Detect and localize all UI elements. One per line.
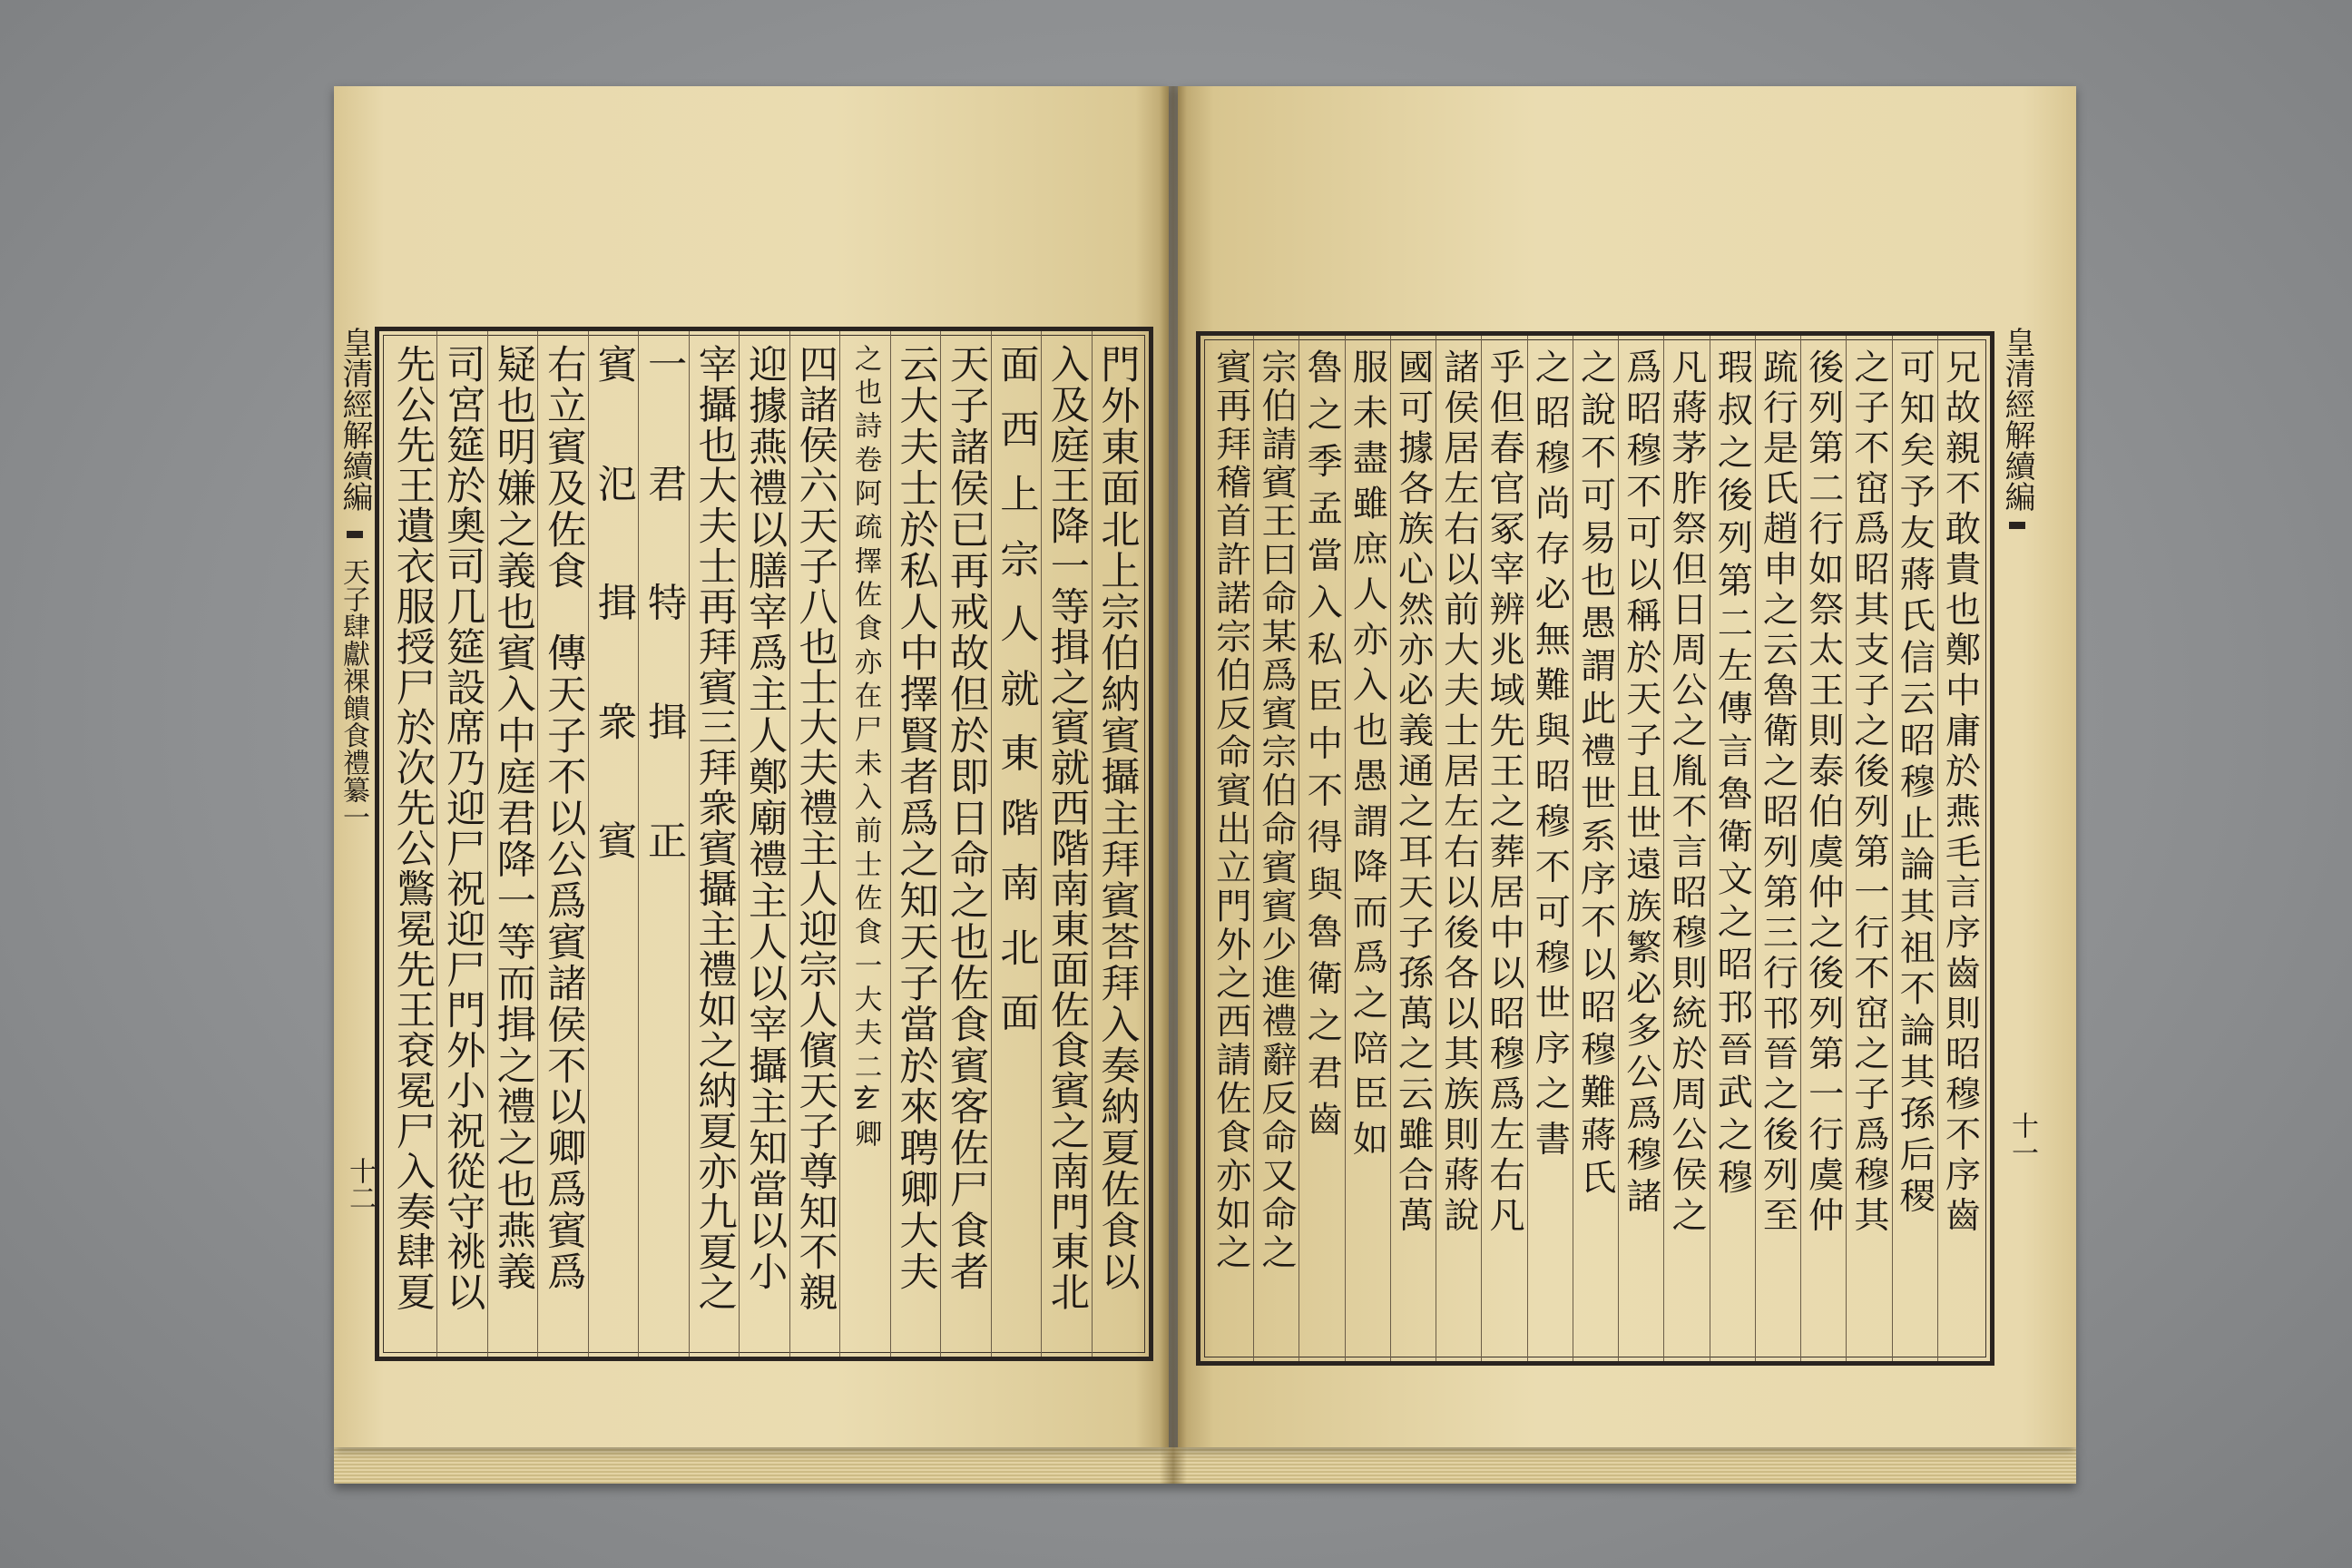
text-column: 迎據燕禮以膳宰爲主人鄭廟禮主人以宰攝主知當以小 (741, 344, 788, 1293)
fishtail-mark (347, 531, 363, 538)
column-rule (1041, 331, 1042, 1357)
column-rule (940, 331, 941, 1357)
column-rule (1846, 336, 1847, 1361)
text-column: 之也詩卷阿疏擇佐食亦在尸未入前士佐食一大夫二𤣥卿 (849, 344, 882, 1153)
text-column: 賓再拜稽首許諾宗伯反命賓出立門外之西請佐食亦如之 (1210, 348, 1251, 1273)
column-rule (739, 331, 740, 1357)
column-rule (537, 331, 538, 1357)
column-rule (1937, 336, 1938, 1361)
text-column: 先公先王遺衣服授尸於次先公鷩冕先王袞冕尸入奏肆夏 (389, 344, 436, 1313)
text-column: 兄故親不敢貴也鄭中庸於燕毛言序齒則昭穆不序齒 (1939, 348, 1981, 1237)
column-rule (436, 331, 437, 1357)
column-rule (839, 331, 840, 1357)
column-rule (487, 331, 488, 1357)
column-rule (991, 331, 992, 1357)
text-column: 之昭穆尚存必無難與昭穆不可穆世序之書 (1529, 348, 1571, 1166)
column-rule (1755, 336, 1756, 1361)
text-column: 可知矣予友蔣氏信云昭穆止論其祖不論其孫后稷 (1894, 348, 1936, 1220)
text-column: 爲昭穆不可以稱於天子且世遠族繁必多公爲穆諸 (1620, 348, 1661, 1220)
left-margin-chapter: 天子肆獻祼饋食禮纂一 (338, 558, 369, 830)
column-rule (1092, 331, 1093, 1357)
text-column: 云大夫士於私人中擇賢者爲之知天子當於來聘卿大夫 (893, 344, 939, 1293)
text-column: 天子諸侯已再戒故但於即日命之也佐食賓客佐尸食者 (943, 344, 989, 1293)
text-column: 凡蔣茅胙祭但日周公之胤不言昭穆則統於周公侯之 (1666, 348, 1708, 1237)
column-rule (1481, 336, 1482, 1361)
column-rule (789, 331, 790, 1357)
text-column: 瑕叔之後列第二左傳言魯衛文之昭邘晉武之穆 (1711, 348, 1753, 1201)
open-book (334, 86, 2076, 1488)
column-rule (1298, 336, 1299, 1361)
text-column: 門外東面北上宗伯納賓攝主拜賓荅拜入奏納夏佐食以 (1093, 344, 1140, 1293)
left-margin-title: 皇清經解續編 (337, 327, 373, 512)
right-leaf-number: 十一 (2006, 1112, 2038, 1166)
text-column: 入及庭王降一等揖之賓就西階南東面佐食賓之南門東北 (1044, 344, 1090, 1313)
text-column: 服未盡雖庶人亦入也愚謂降而爲之陪臣如 (1347, 348, 1388, 1166)
text-column: 國可據各族心然亦必義通之耳天子孫萬之云雖合萬 (1392, 348, 1434, 1237)
column-rule (638, 331, 639, 1357)
fishtail-mark (2009, 522, 2025, 529)
text-column: 司宮筵於奧司几筵設席乃迎尸祝迎尸門外小祝從守祧以 (439, 344, 485, 1313)
text-column: 宰攝也大夫士再拜賓三拜衆賓攝主禮如之納夏亦九夏之 (691, 344, 738, 1313)
text-column: 諸侯居左右以前大夫士居左右以後各以其族則蔣說 (1437, 348, 1479, 1237)
text-column: 右立賓及佐食 傳天子不以公爲賓諸侯不以卿爲賓爲 (540, 344, 586, 1293)
text-column: 䟽行是氏趙申之云魯衛之昭列第三行邗晉之後列至 (1757, 348, 1798, 1237)
text-column: 宗伯請賓王曰命某爲賓宗伯命賓賓少進禮辭反命又命之 (1255, 348, 1297, 1273)
column-rule (1618, 336, 1619, 1361)
column-rule (1253, 336, 1254, 1361)
right-page (1178, 86, 2076, 1447)
text-column: 魯之季孟當入私臣中不得與魯衛之君齒 (1301, 348, 1343, 1148)
column-rule (1345, 336, 1346, 1361)
text-column: 之子不窋爲昭其支子之後列第一行不窋之子爲穆其 (1847, 348, 1889, 1237)
column-rule (1390, 336, 1391, 1361)
book-gutter (1160, 86, 1187, 1484)
text-column: 乎但春官冢宰辨兆域先王之葬居中以昭穆爲左右凡 (1484, 348, 1525, 1237)
column-rule (890, 331, 891, 1357)
text-column: 四諸侯六天子八也士大夫禮主人迎宗人儐天子尊知不親 (792, 344, 838, 1313)
column-rule (1800, 336, 1801, 1361)
text-column: 賓氾揖衆賓 (591, 344, 637, 940)
text-column: 之說不可易也愚謂此禮世系序不以昭穆難蔣氏 (1574, 348, 1616, 1201)
text-column: 後列第二行如祭太王則泰伯虞仲之後列第一行虞仲 (1802, 348, 1844, 1237)
column-rule (1527, 336, 1528, 1361)
column-rule (1663, 336, 1664, 1361)
text-column: 面西上宗人就東階南北面 (993, 344, 1039, 1057)
left-leaf-number: 十二 (344, 1157, 376, 1211)
column-rule (588, 331, 589, 1357)
right-text-frame (1196, 331, 1994, 1366)
column-rule (689, 331, 690, 1357)
page-edges (334, 1447, 2076, 1484)
left-text-frame (375, 327, 1153, 1361)
text-column: 疑也明嫌之義也賓入中庭君降一等而揖之禮之也燕義 (490, 344, 536, 1293)
column-rule (1892, 336, 1893, 1361)
text-column: 一君特揖正 (641, 344, 687, 940)
right-margin-title: 皇清經解續編 (1999, 327, 2035, 512)
left-page (334, 86, 1169, 1447)
